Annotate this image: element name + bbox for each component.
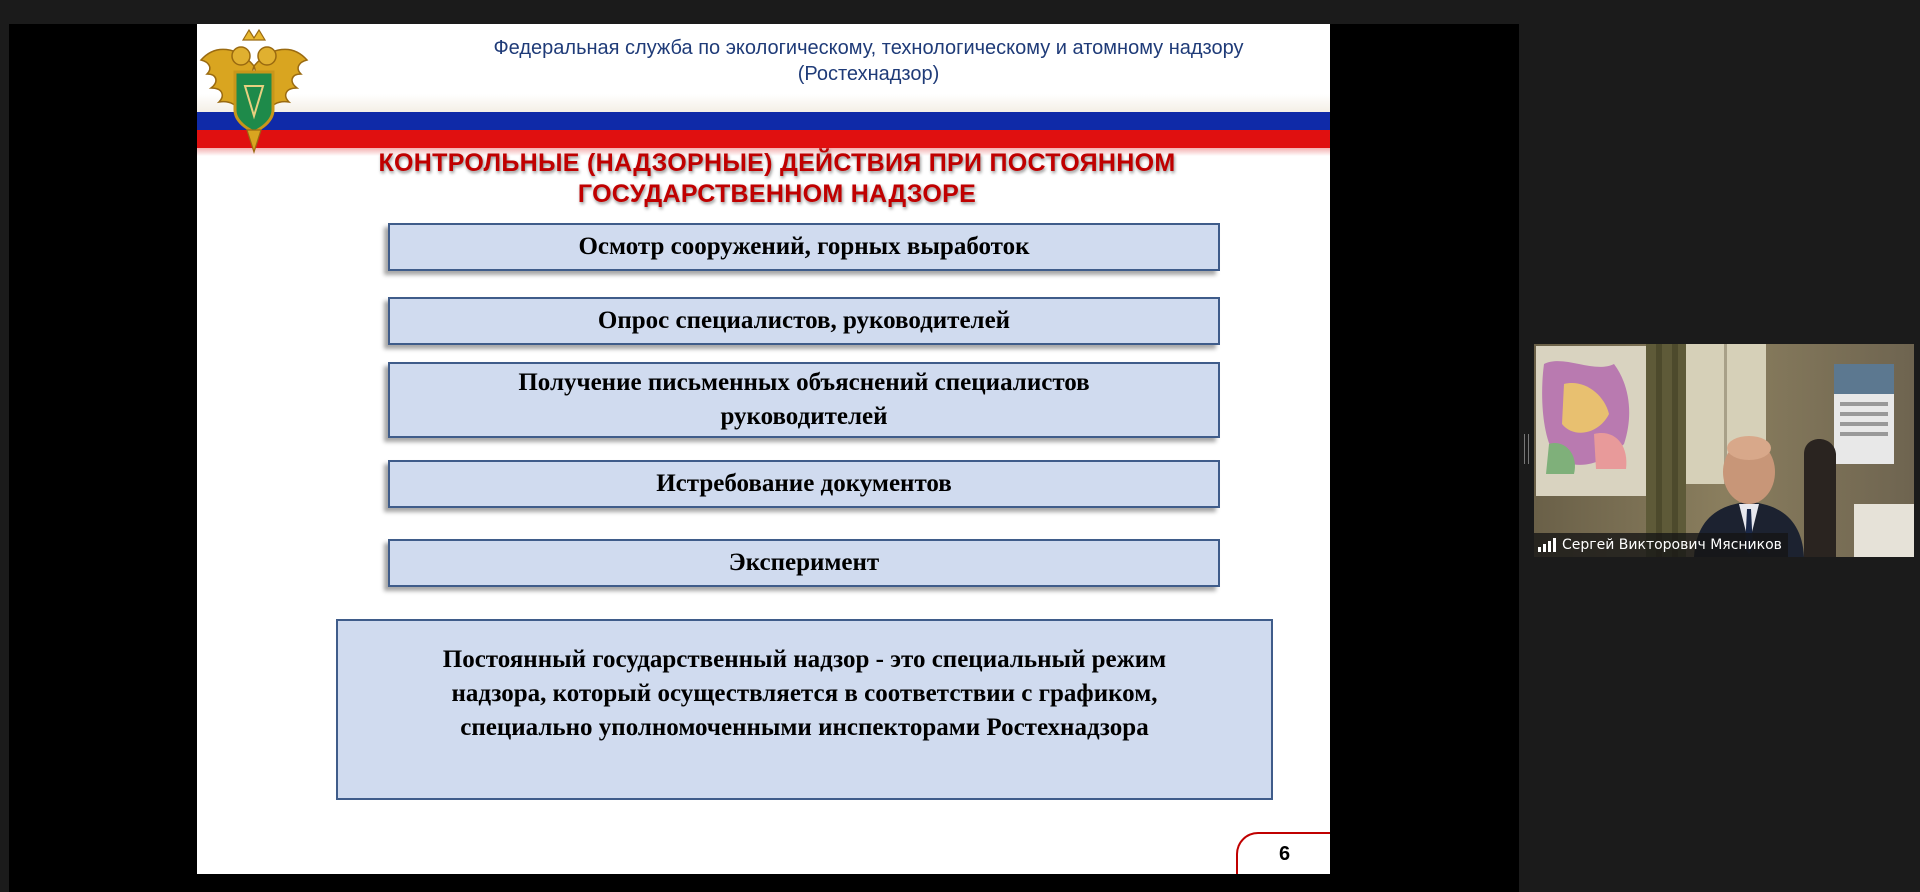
signal-bars-icon xyxy=(1538,538,1556,552)
slide-title: КОНТРОЛЬНЫЕ (НАДЗОРНЫЕ) ДЕЙСТВИЯ ПРИ ПОСТОЯННОМ ГОСУДАРСТВЕННОМ НАДЗОРЕ xyxy=(378,149,1176,208)
participant-name-bar xyxy=(1534,533,1788,557)
action-document-request: Истребование документов xyxy=(388,460,1220,508)
org-short-name: (Ростехнадзор) xyxy=(797,63,940,85)
org-name: Федеральная служба по экологическому, технологическому и атомному надзору xyxy=(493,37,1244,59)
panel-resize-handle[interactable] xyxy=(1524,434,1529,464)
definition-box: Постоянный государственный надзор - это специальный режим надзора, который осуществляется в соответствии с графиком, специально уполномоченными инспекторами Ростехнадзора xyxy=(336,619,1273,800)
action-experiment: Эксперимент xyxy=(388,539,1220,587)
participant-video-tile[interactable] xyxy=(1534,344,1914,557)
action-inspection: Осмотр сооружений, горных выработок xyxy=(388,223,1220,271)
participant-video-frame xyxy=(1534,344,1914,557)
slide-page-number: 6 xyxy=(1236,832,1330,874)
rostekhnadzor-emblem-icon xyxy=(197,26,311,156)
participant-name: Сергей Викторович Мясников xyxy=(1562,537,1782,553)
action-survey: Опрос специалистов, руководителей xyxy=(388,297,1220,345)
presentation-slide xyxy=(197,24,1330,874)
action-written-explanations: Получение письменных объяснений специалистов руководителей xyxy=(388,362,1220,438)
organization-header xyxy=(197,24,1330,92)
